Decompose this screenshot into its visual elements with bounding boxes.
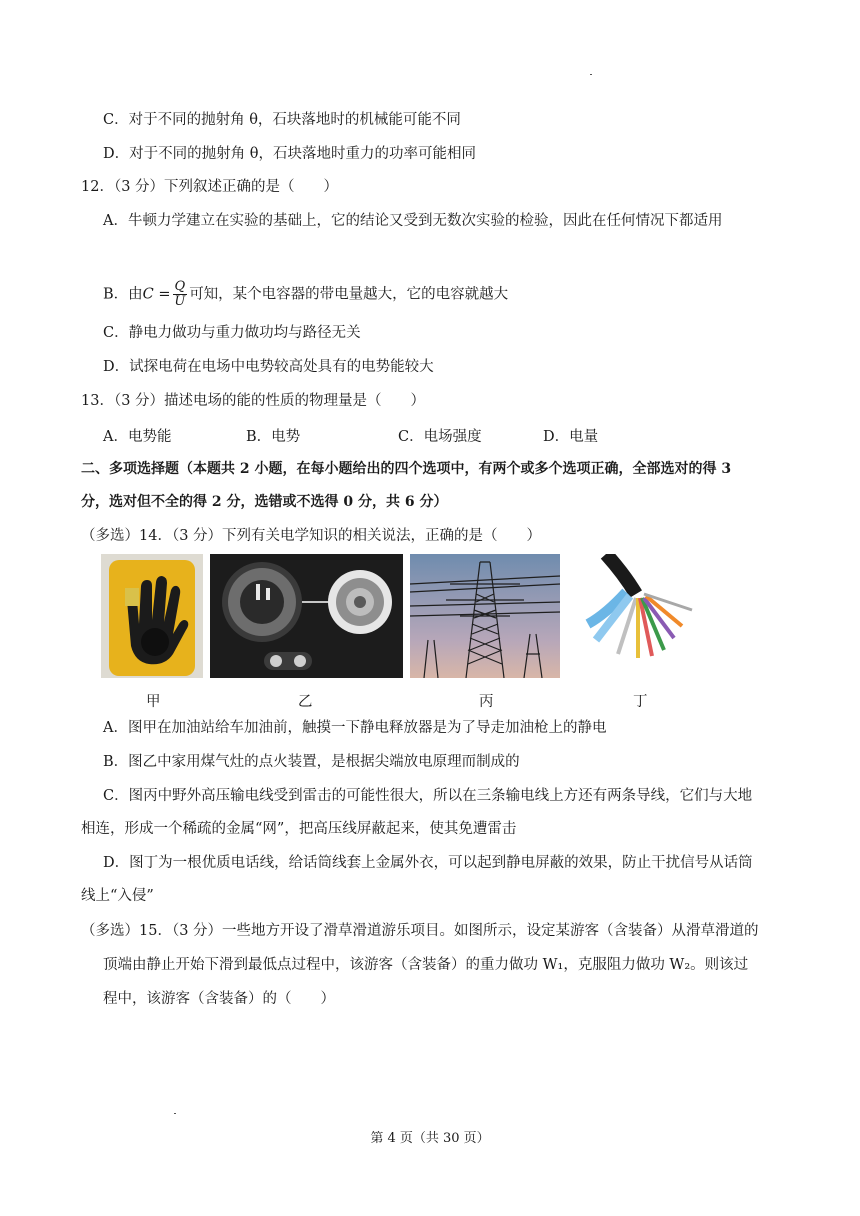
q13-option-d: D．电量 (543, 429, 599, 445)
section2-heading-line2: 分，选对但不全的得 2 分，选错或不选得 0 分，共 6 分） (81, 494, 448, 510)
q13-stem: 13．（3 分）描述电场的能的性质的物理量是（ ） (81, 393, 426, 409)
scan-mark (590, 74, 592, 75)
q14-stem: （多选）14．（3 分）下列有关电学知识的相关说法，正确的是（ ） (81, 528, 542, 544)
q14-option-d-line2: 线上“入侵” (81, 888, 154, 904)
formula-numerator: Q (174, 279, 186, 294)
q14-option-c-line2: 相连，形成一个稀疏的金属“网”，把高压线屏蔽起来，使其免遭雷击 (81, 821, 517, 837)
page-footer: 第 4 页（共 30 页） (370, 1131, 490, 1146)
caption-yi: 乙 (298, 694, 313, 710)
photo-gas-stove (210, 554, 403, 678)
q13-option-c: C．电场强度 (398, 429, 482, 445)
q13-option-b: B．电势 (246, 429, 301, 445)
q12-option-b-prefix: B．由 (103, 286, 143, 303)
photo-static-discharger (101, 554, 203, 678)
caption-ding: 丁 (633, 694, 648, 710)
formula-fraction (173, 280, 188, 309)
q12-option-b-suffix: 可知，某个电容器的带电量越大，它的电容就越大 (189, 286, 509, 303)
photo-shielded-cable (566, 554, 716, 678)
caption-bing: 丙 (479, 694, 494, 710)
q12-option-a: A．牛顿力学建立在实验的基础上，它的结论又受到无数次实验的检验，因此在任何情况下都适用 (103, 213, 723, 229)
q12-option-c: C．静电力做功与重力做功均与路径无关 (103, 325, 361, 341)
section2-heading-line1: 二、多项选择题（本题共 2 小题，在每小题给出的四个选项中，有两个或多个选项正确，全部选对的得 3 (81, 461, 732, 477)
formula-denominator: U (174, 294, 186, 309)
q15-stem-line1: （多选）15．（3 分）一些地方开设了滑草滑道游乐项目。如图所示，设定某游客（含装备）从滑草滑道的 (81, 923, 759, 939)
q12-option-b (103, 280, 508, 309)
q12-option-d: D．试探电荷在电场中电势较高处具有的电势能较大 (103, 359, 434, 375)
q15-stem-line3: 程中，该游客（含装备）的（ ） (103, 991, 335, 1007)
scan-mark (174, 1113, 176, 1114)
q11-option-d: D．对于不同的抛射角 θ，石块落地时重力的功率可能相同 (103, 146, 476, 162)
q13-option-a: A．电势能 (103, 429, 172, 445)
caption-jia: 甲 (146, 694, 161, 710)
q14-option-d-line1: D．图丁为一根优质电话线，给话筒线套上金属外衣，可以起到静电屏蔽的效果，防止干扰信号从话筒 (103, 855, 753, 871)
photo-power-tower (410, 554, 560, 678)
q14-option-c-line1: C．图丙中野外高压输电线受到雷击的可能性很大，所以在三条输电线上方还有两条导线，它们与大地 (103, 788, 753, 804)
q15-stem-line2: 顶端由静止开始下滑到最低点过程中，该游客（含装备）的重力做功 W₁，克服阻力做功 W₂。则该过 (103, 957, 749, 973)
q14-option-a: A．图甲在加油站给车加油前，触摸一下静电释放器是为了导走加油枪上的静电 (103, 720, 607, 736)
q12-stem: 12．（3 分）下列叙述正确的是（ ） (81, 179, 339, 195)
formula-lhs: C = (142, 286, 171, 303)
q11-option-c: C．对于不同的抛射角 θ，石块落地时的机械能可能不同 (103, 112, 461, 128)
q14-option-b: B．图乙中家用煤气灶的点火装置，是根据尖端放电原理而制成的 (103, 754, 520, 770)
